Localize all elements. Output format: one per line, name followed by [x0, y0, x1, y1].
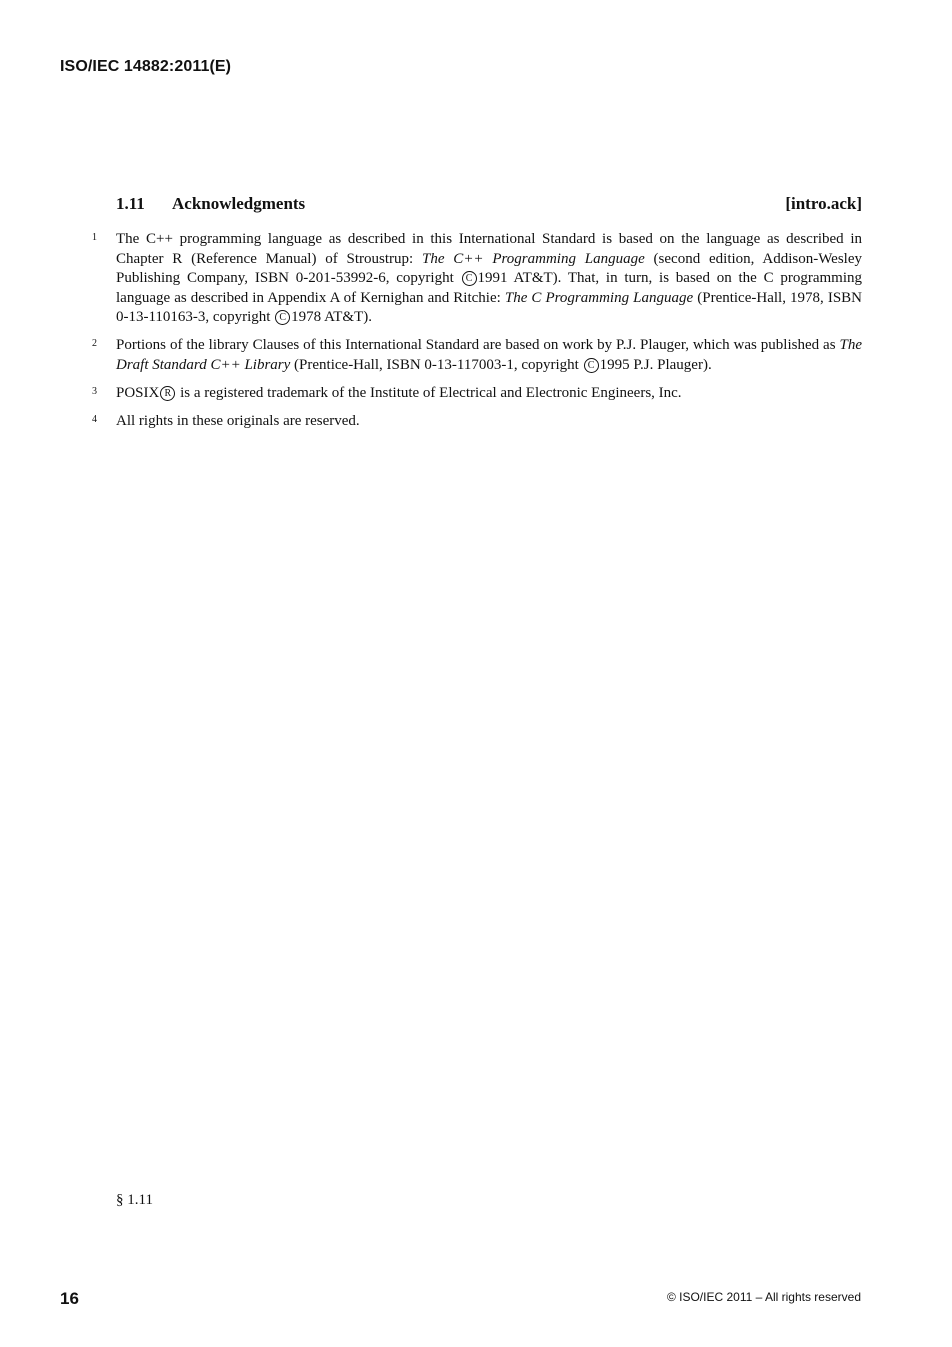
copyright-symbol: C: [584, 358, 599, 373]
copyright-symbol: C: [462, 271, 477, 286]
paragraph-number: 4: [92, 413, 97, 425]
paragraph-text: (Prentice-Hall, 1978, ISBN 0-13-110163-3, copyright: [116, 289, 862, 325]
paragraph-4: [92, 412, 862, 432]
section-body: [92, 230, 863, 440]
paragraph-number: 1: [92, 232, 97, 243]
copyright-notice: © ISO/IEC 2011 – All rights reserved: [666, 1290, 861, 1304]
paragraph-2: [92, 336, 862, 375]
paragraph-text: POSIX: [116, 384, 160, 401]
footer-section-ref: § 1.11: [116, 1192, 153, 1208]
paragraph-text: Portions of the library Clauses of this International Standard are based on work by P.J. Plauger, which was published as: [116, 337, 840, 353]
registered-symbol: R: [160, 386, 175, 401]
book-title: The C Programming Language: [504, 289, 694, 306]
book-title: The Draft Standard C++ Library: [116, 337, 862, 373]
paragraph-number: 3: [92, 385, 97, 397]
paragraph-text: (second edition, Addison-Wesley Publishing Company, ISBN 0-201-53992-6, copyright: [116, 250, 862, 286]
paragraph-text: 1995 P.J. Plauger).: [599, 356, 712, 373]
paragraph-1: [92, 230, 863, 328]
copyright-symbol: C: [275, 310, 290, 325]
paragraph-text: (Prentice-Hall, ISBN 0-13-117003-1, copyright: [290, 356, 583, 373]
section-title: Acknowledgments: [172, 194, 306, 213]
section-heading: [116, 194, 862, 218]
paragraph-text: 1978 AT&T).: [291, 309, 373, 325]
book-title: The C++ Programming Language: [422, 250, 645, 267]
paragraph-number: 2: [92, 338, 97, 349]
section-number: 1.11: [116, 194, 145, 213]
paragraph-text: All rights in these originals are reserved.: [116, 412, 360, 429]
section-ref-tag: [intro.ack]: [785, 194, 862, 213]
paragraph-3: [92, 384, 862, 404]
paragraph-text: The C++ programming language as described in this International Standard is based on the language as described in Chapter R (Reference Manual) of Stroustrup:: [116, 231, 862, 267]
page-number: 16: [60, 1289, 79, 1308]
document-id-header: ISO/IEC 14882:2011(E): [60, 58, 232, 75]
paragraph-text: is a registered trademark of the Institute of Electrical and Electronic Engineers, Inc.: [176, 384, 682, 401]
paragraph-text: 1991 AT&T). That, in turn, is based on the C programming language as described in Appendix A of Kernighan and Ritchie:: [116, 270, 863, 306]
